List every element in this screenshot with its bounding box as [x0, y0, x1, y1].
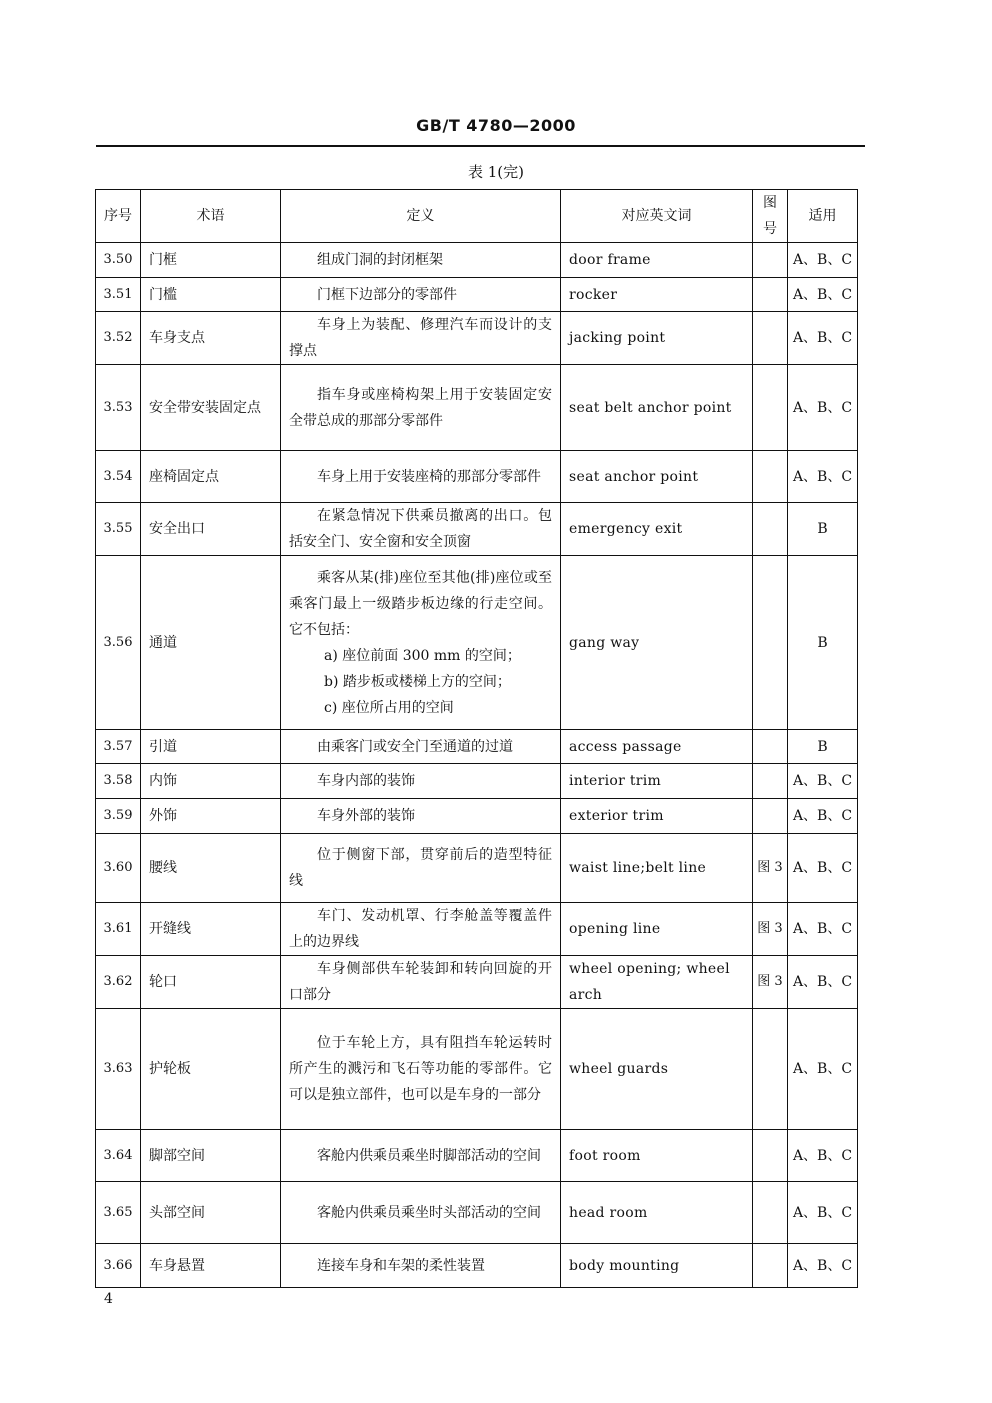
- row-english-term: opening line: [561, 903, 753, 956]
- row-definition: [281, 1244, 561, 1288]
- row-number: 3.54: [96, 451, 141, 503]
- row-figure: [753, 799, 788, 834]
- definition-text: 车身内部的装饰: [317, 773, 415, 789]
- row-english-term: foot room: [561, 1130, 753, 1182]
- row-figure: [753, 243, 788, 278]
- row-number: 3.58: [96, 764, 141, 799]
- definition-text: 车身上为装配、修理汽车而设计的支撑点: [289, 317, 552, 359]
- row-term: 腰线: [141, 834, 281, 903]
- definition-text: 连接车身和车架的柔性装置: [317, 1257, 485, 1274]
- row-applicable: A、B、C: [788, 903, 858, 956]
- row-english-term: jacking point: [561, 312, 753, 365]
- row-number: 3.66: [96, 1244, 141, 1288]
- row-figure: [753, 278, 788, 312]
- row-number: 3.65: [96, 1182, 141, 1244]
- definition-text: 在紧急情况下供乘员撤离的出口。包括安全门、安全窗和安全顶窗: [289, 508, 552, 550]
- row-english-term: wheel guards: [561, 1009, 753, 1130]
- row-definition: [281, 503, 561, 556]
- row-number: 3.62: [96, 956, 141, 1009]
- row-applicable: B: [788, 556, 858, 730]
- row-term: 开缝线: [141, 903, 281, 956]
- row-english-term: rocker: [561, 278, 753, 312]
- row-term: 脚部空间: [141, 1130, 281, 1182]
- row-figure: [753, 730, 788, 764]
- definition-text: 位于侧窗下部，贯穿前后的造型特征线: [289, 847, 552, 889]
- table-row: [96, 243, 858, 278]
- col-header-applicable: 适用: [788, 190, 858, 243]
- table-row: [96, 1009, 858, 1130]
- row-number: 3.55: [96, 503, 141, 556]
- table-header-row: [96, 190, 858, 243]
- row-term: 通道: [141, 556, 281, 730]
- row-term: 安全出口: [141, 503, 281, 556]
- row-english-term: gang way: [561, 556, 753, 730]
- row-english-term: exterior trim: [561, 799, 753, 834]
- row-applicable: A、B、C: [788, 1182, 858, 1244]
- row-number: 3.57: [96, 730, 141, 764]
- row-definition: [281, 243, 561, 278]
- row-english-term: emergency exit: [561, 503, 753, 556]
- row-number: 3.60: [96, 834, 141, 903]
- row-english-term: seat belt anchor point: [561, 365, 753, 451]
- row-figure: 图 3: [753, 903, 788, 956]
- row-figure: [753, 1182, 788, 1244]
- col-header-definition: 定义: [281, 190, 561, 243]
- definition-text: 客舱内供乘员乘坐时脚部活动的空间: [317, 1147, 541, 1164]
- row-applicable: B: [788, 730, 858, 764]
- table-row: [96, 956, 858, 1009]
- table-row: [96, 503, 858, 556]
- header-rule: [96, 145, 865, 147]
- row-number: 3.64: [96, 1130, 141, 1182]
- row-applicable: A、B、C: [788, 799, 858, 834]
- row-definition: [281, 903, 561, 956]
- row-term: 安全带安装固定点: [141, 365, 281, 451]
- definition-text: 位于车轮上方，具有阻挡车轮运转时所产生的溅污和飞石等功能的零部件。它可以是独立部件，也可以是车身的一部分: [289, 1035, 552, 1103]
- table-row: [96, 764, 858, 799]
- row-english-term: access passage: [561, 730, 753, 764]
- row-definition: [281, 799, 561, 834]
- row-definition: [281, 451, 561, 503]
- row-term: 轮口: [141, 956, 281, 1009]
- row-applicable: A、B、C: [788, 278, 858, 312]
- row-applicable: A、B、C: [788, 1244, 858, 1288]
- row-number: 3.51: [96, 278, 141, 312]
- definition-list-item: c) 座位所占用的空间: [324, 699, 454, 716]
- table-caption: 表 1(完): [467, 163, 525, 181]
- terms-table: [95, 189, 858, 1288]
- row-figure: [753, 1130, 788, 1182]
- table-row: [96, 834, 858, 903]
- row-term: 门框: [141, 243, 281, 278]
- row-english-term: body mounting: [561, 1244, 753, 1288]
- definition-text: 车身外部的装饰: [317, 808, 415, 824]
- row-applicable: A、B、C: [788, 764, 858, 799]
- row-applicable: A、B、C: [788, 1130, 858, 1182]
- row-applicable: B: [788, 503, 858, 556]
- row-term: 门槛: [141, 278, 281, 312]
- row-term: 内饰: [141, 764, 281, 799]
- definition-text: 客舱内供乘员乘坐时头部活动的空间: [317, 1204, 541, 1221]
- page-number: 4: [104, 1291, 113, 1307]
- row-applicable: A、B、C: [788, 365, 858, 451]
- definition-text: 指车身或座椅构架上用于安装固定安全带总成的那部分零部件: [289, 386, 552, 429]
- row-number: 3.56: [96, 556, 141, 730]
- row-figure: 图 3: [753, 956, 788, 1009]
- row-definition: [281, 1130, 561, 1182]
- definition-text: 组成门洞的封闭框架: [317, 252, 443, 268]
- row-applicable: A、B、C: [788, 312, 858, 365]
- table-row: [96, 730, 858, 764]
- row-definition: [281, 556, 561, 730]
- row-term: 座椅固定点: [141, 451, 281, 503]
- row-term: 头部空间: [141, 1182, 281, 1244]
- row-figure: [753, 1009, 788, 1130]
- row-number: 3.50: [96, 243, 141, 278]
- definition-text: 乘客从某(排)座位至其他(排)座位或至乘客门最上一级踏步板边缘的行走空间。它不包括：: [289, 569, 552, 638]
- table-row: [96, 312, 858, 365]
- row-english-term: door frame: [561, 243, 753, 278]
- col-header-figure: 图号: [753, 190, 788, 243]
- row-applicable: A、B、C: [788, 956, 858, 1009]
- row-term: 车身悬置: [141, 1244, 281, 1288]
- definition-text: 由乘客门或安全门至通道的过道: [317, 738, 513, 755]
- definition-list-item: b) 踏步板或楼梯上方的空间；: [324, 673, 511, 690]
- row-number: 3.61: [96, 903, 141, 956]
- row-figure: [753, 503, 788, 556]
- row-number: 3.53: [96, 365, 141, 451]
- table-row: [96, 1244, 858, 1288]
- row-definition: [281, 834, 561, 903]
- row-figure: [753, 451, 788, 503]
- row-definition: [281, 730, 561, 764]
- row-definition: [281, 764, 561, 799]
- col-header-english: 对应英文词: [561, 190, 753, 243]
- definition-text: 门框下边部分的零部件: [317, 286, 457, 303]
- table-row: [96, 903, 858, 956]
- table-row: [96, 365, 858, 451]
- table-row: [96, 556, 858, 730]
- col-header-number: 序号: [96, 190, 141, 243]
- row-number: 3.63: [96, 1009, 141, 1130]
- definition-text: 车身上用于安装座椅的那部分零部件: [317, 468, 541, 485]
- row-number: 3.52: [96, 312, 141, 365]
- row-english-term: head room: [561, 1182, 753, 1244]
- row-definition: [281, 956, 561, 1009]
- definition-list-item: a) 座位前面 300 mm 的空间；: [324, 647, 521, 664]
- row-definition: [281, 312, 561, 365]
- row-applicable: A、B、C: [788, 834, 858, 903]
- row-definition: [281, 1009, 561, 1130]
- row-term: 护轮板: [141, 1009, 281, 1130]
- row-applicable: A、B、C: [788, 243, 858, 278]
- row-definition: [281, 1182, 561, 1244]
- table-row: [96, 1182, 858, 1244]
- row-figure: [753, 556, 788, 730]
- row-figure: [753, 764, 788, 799]
- row-applicable: A、B、C: [788, 451, 858, 503]
- row-figure: 图 3: [753, 834, 788, 903]
- standard-header: GB/T 4780—2000: [416, 116, 576, 135]
- row-figure: [753, 365, 788, 451]
- row-english-term: wheel opening; wheel arch: [561, 956, 753, 1009]
- row-english-term: waist line;belt line: [561, 834, 753, 903]
- table-row: [96, 278, 858, 312]
- row-english-term: interior trim: [561, 764, 753, 799]
- col-header-term: 术语: [141, 190, 281, 243]
- definition-text: 车门、发动机罩、行李舱盖等覆盖件上的边界线: [289, 908, 552, 950]
- row-term: 车身支点: [141, 312, 281, 365]
- row-applicable: A、B、C: [788, 1009, 858, 1130]
- row-definition: [281, 278, 561, 312]
- table-row: [96, 1130, 858, 1182]
- row-figure: [753, 312, 788, 365]
- row-definition: [281, 365, 561, 451]
- row-term: 外饰: [141, 799, 281, 834]
- definition-text: 车身侧部供车轮装卸和转向回旋的开口部分: [289, 961, 552, 1003]
- row-english-term: seat anchor point: [561, 451, 753, 503]
- table-row: [96, 799, 858, 834]
- row-figure: [753, 1244, 788, 1288]
- row-term: 引道: [141, 730, 281, 764]
- table-row: [96, 451, 858, 503]
- row-number: 3.59: [96, 799, 141, 834]
